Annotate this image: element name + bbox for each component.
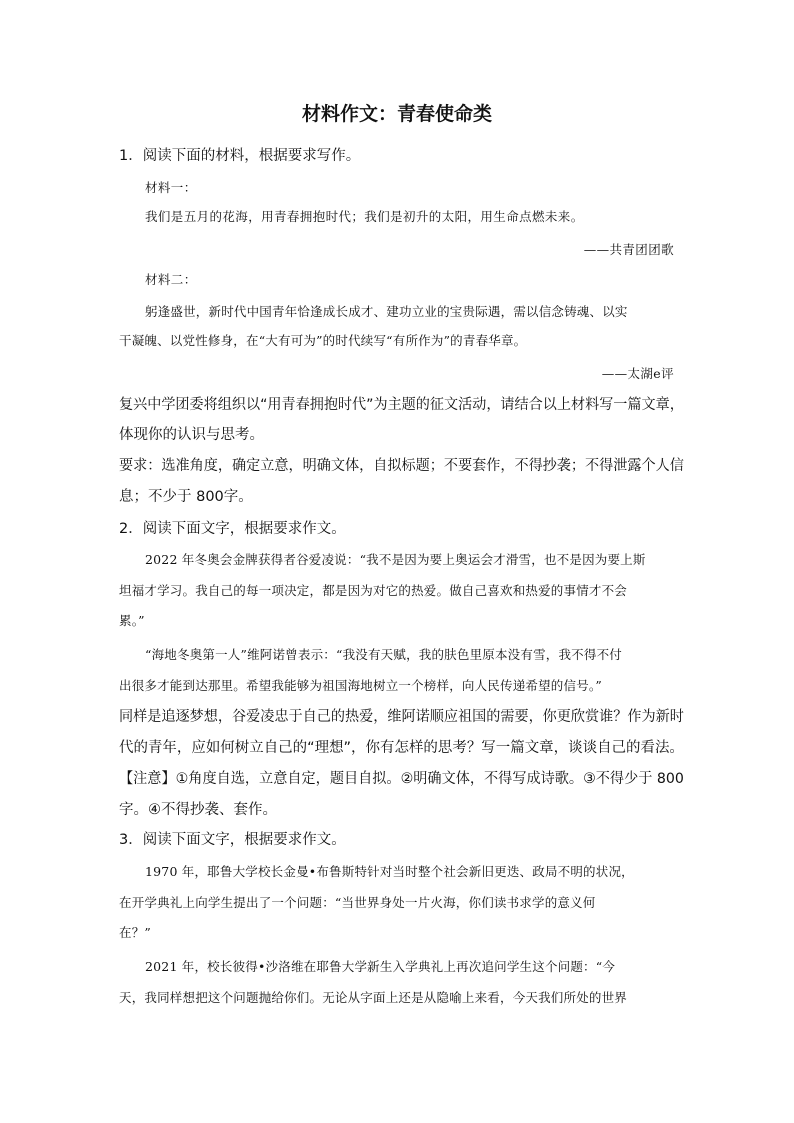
q2-task-line2: 代的青年，应如何树立自己的“理想”，你有怎样的思考？写一篇文章，谈谈自己的看法。 [119, 740, 684, 756]
q2-para1-line3: 累。” [119, 613, 145, 628]
q3-para2-line1: 2021 年，校长彼得•沙洛维在耶鲁大学新生入学典礼上再次追问学生这个问题：“今 [145, 959, 616, 974]
q1-material2-label: 材料二： [145, 272, 197, 287]
q1-material1-label: 材料一： [145, 180, 197, 195]
q2-para2-line1: “海地冬奥第一人”维阿诺曾表示：“我没有天赋，我的肤色里原本没有雪，我不得不付 [145, 647, 622, 662]
q2-para1-line2: 坦福才学习。我自己的每一项决定，都是因为对它的热爱。做自己喜欢和热爱的事情才不会 [119, 583, 628, 598]
q1-requirement-line1: 要求：选准角度，确定立意，明确文体，自拟标题；不要套作，不得抄袭；不得泄露个人信 [119, 458, 684, 474]
q3-para1-line3: 在？” [119, 925, 151, 940]
q1-task-line2: 体现你的认识与思考。 [119, 427, 264, 443]
q2-para2-line2: 出很多才能到达那里。希望我能够为祖国海地树立一个榜样，向人民传递希望的信号。” [119, 678, 602, 693]
q1-material2-line2: 干凝魄、以党性修身，在“大有可为”的时代续写“有所作为”的青春华章。 [119, 333, 527, 348]
q1-requirement-line2: 息；不少于 800字。 [119, 489, 253, 505]
q3-para1-line2: 在开学典礼上向学生提出了一个问题：“当世界身处一片火海，你们读书求学的意义何 [119, 895, 596, 910]
q2-para1-line1: 2022 年冬奥会金牌获得者谷爱凌说：“我不是因为要上奥运会才滑雪，也不是因为要上斯 [145, 552, 646, 567]
q3-heading: 3．阅读下面文字，根据要求作文。 [119, 832, 346, 848]
q3-para1-line1: 1970 年，耶鲁大学校长金曼•布鲁斯特针对当时整个社会新旧更迭、政局不明的状况， [145, 864, 634, 879]
q1-material1-source: ——共青团团歌 [583, 242, 674, 257]
q1-material2-source: ——太湖e评 [601, 366, 674, 381]
q1-material1-text: 我们是五月的花海，用青春拥抱时代；我们是初升的太阳，用生命点燃未来。 [145, 209, 584, 224]
q1-task-line1: 复兴中学团委将组织以“用青春拥抱时代”为主题的征文活动，请结合以上材料写一篇文章， [119, 397, 684, 413]
q2-note-line2: 字。④不得抄袭、套作。 [119, 802, 277, 818]
q1-heading: 1．阅读下面的材料，根据要求写作。 [119, 148, 361, 164]
page-title: 材料作文：青春使命类 [301, 103, 492, 125]
q2-task-line1: 同样是追逐梦想，谷爱凌忠于自己的热爱，维阿诺顺应祖国的需要，你更欣赏谁？作为新时 [119, 709, 684, 725]
q3-para2-line2: 天，我同样想把这个问题抛给你们。无论从字面上还是从隐喻上来看，今天我们所处的世界 [119, 990, 628, 1005]
q2-note-line1: 【注意】①角度自选，立意自定，题目自拟。②明确文体，不得写成诗歌。③不得少于 800 [119, 771, 684, 787]
q2-heading: 2．阅读下面文字，根据要求作文。 [119, 521, 346, 537]
q1-material2-line1: 躬逢盛世，新时代中国青年恰逢成长成才、建功立业的宝贵际遇，需以信念铸魂、以实 [145, 304, 628, 319]
